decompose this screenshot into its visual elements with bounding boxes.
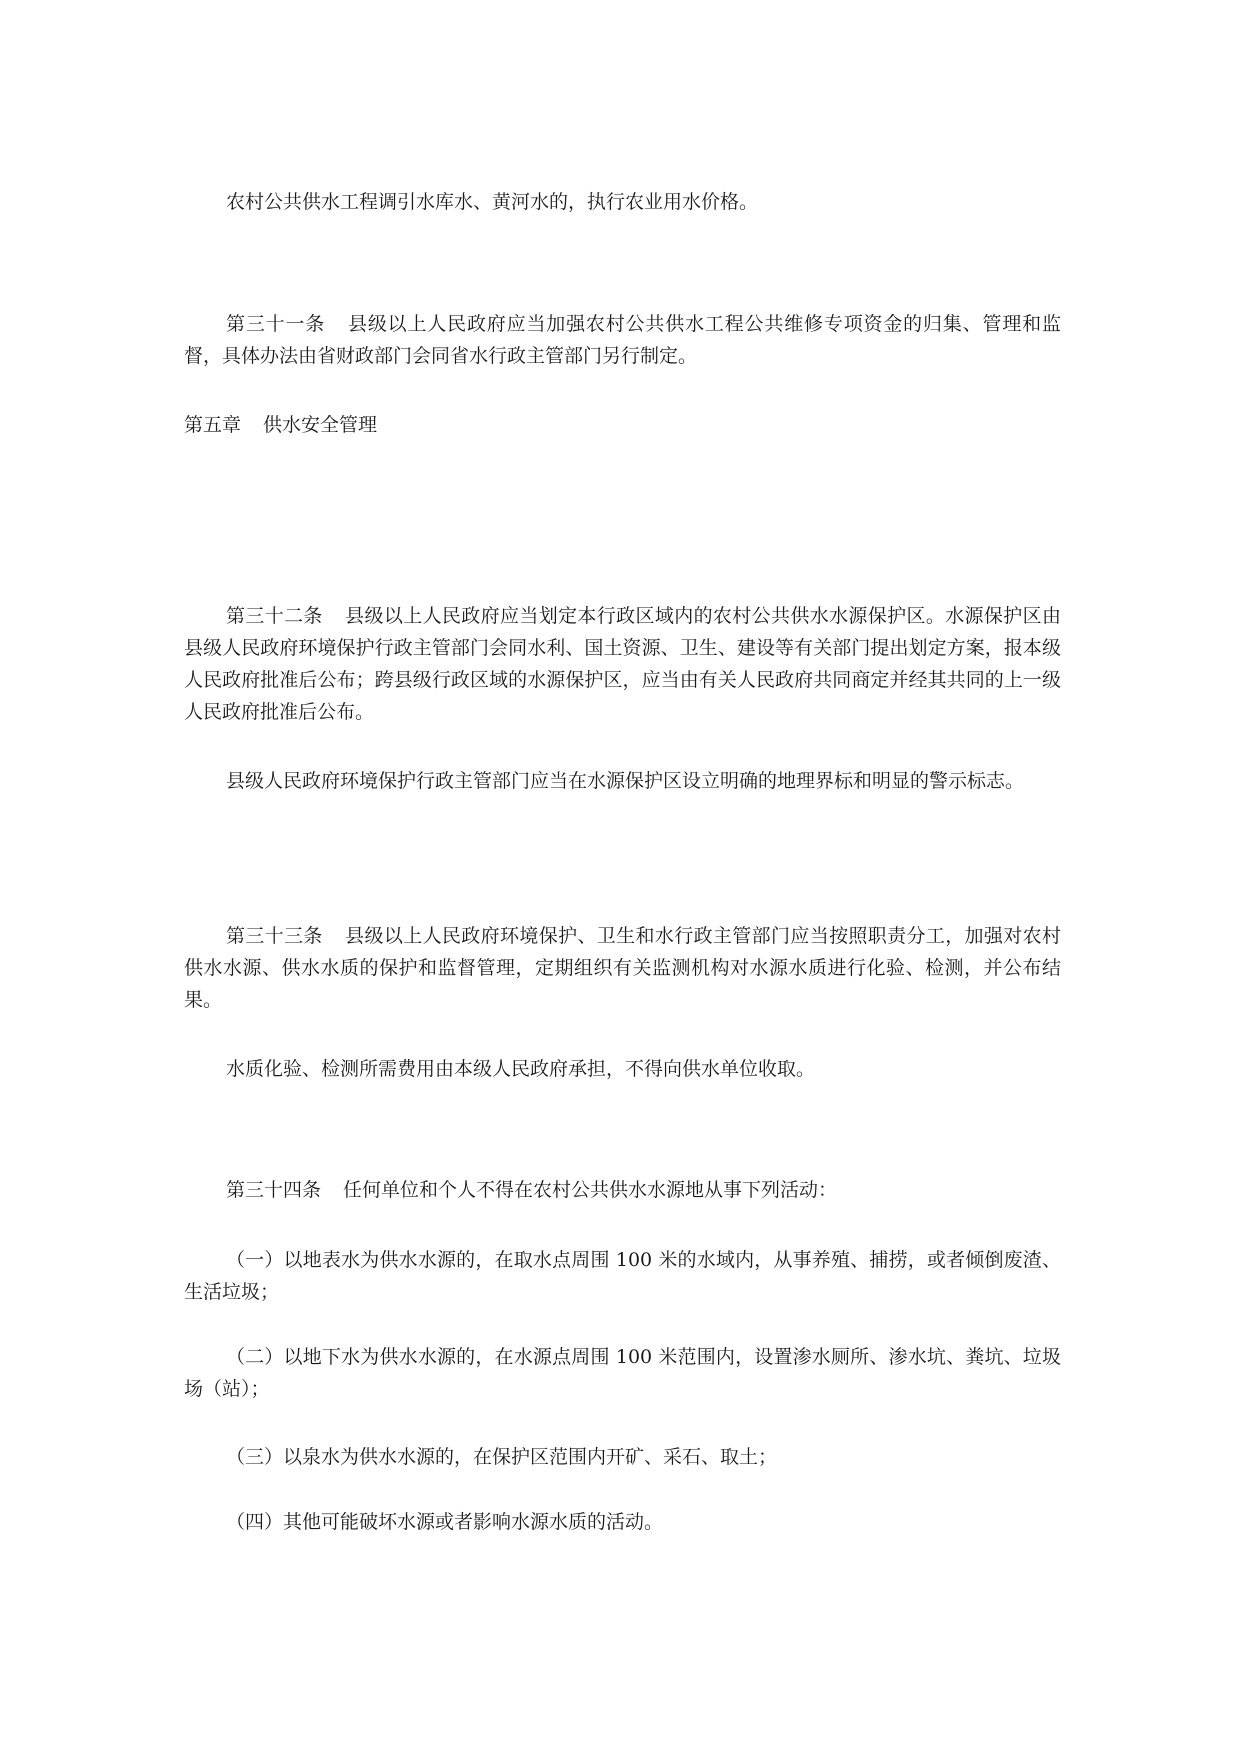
article-34-text: 任何单位和个人不得在农村公共供水水源地从事下列活动：: [343, 1179, 838, 1201]
article-32: [184, 600, 1061, 728]
article-31: [184, 308, 1061, 372]
article-34-label: 第三十四条: [226, 1179, 322, 1201]
list-item-4: （四）其他可能破坏水源或者影响水源水质的活动。: [226, 1511, 664, 1533]
article-34: [184, 1174, 1061, 1206]
chapter-5-title: 供水安全管理: [263, 414, 378, 436]
article-33-paragraph-2: 水质化验、检测所需费用由本级人民政府承担，不得向供水单位收取。: [226, 1058, 816, 1080]
list-item-2: （二）以地下水为供水水源的，在水源点周围 100 米范围内，设置渗水厕所、渗水坑、粪坑、垃圾场（站）；: [184, 1346, 1061, 1400]
article-31-text: 县级以上人民政府应当加强农村公共供水工程公共维修专项资金的归集、管理和监督，具体办法由省财政部门会同省水行政主管部门另行制定。: [184, 313, 1061, 367]
article-33: [184, 920, 1061, 1016]
article-32-label: 第三十二条: [226, 605, 323, 627]
article-33-label: 第三十三条: [226, 925, 323, 947]
article-32-text: 县级以上人民政府应当划定本行政区域内的农村公共供水水源保护区。水源保护区由县级人民政府环境保护行政主管部门会同水利、国土资源、卫生、建设等有关部门提出划定方案，报本级人民政府批准后公布；跨县级行政区域的水源保护区，应当由有关人民政府共同商定并经其共同的上一级人民政府批准后公布。: [184, 605, 1061, 723]
chapter-5-label: 第五章: [184, 414, 242, 436]
article-31-label: 第三十一条: [226, 313, 326, 335]
chapter-5-heading: [184, 409, 1061, 441]
article-33-text: 县级以上人民政府环境保护、卫生和水行政主管部门应当按照职责分工，加强对农村供水水源、供水水质的保护和监督管理，定期组织有关监测机构对水源水质进行化验、检测，并公布结果。: [184, 925, 1061, 1011]
article-32-paragraph-2: 县级人民政府环境保护行政主管部门应当在水源保护区设立明确的地理界标和明显的警示标志。: [226, 770, 1025, 792]
list-item-3: （三）以泉水为供水水源的，在保护区范围内开矿、采石、取土；: [226, 1446, 778, 1468]
list-item-1: （一）以地表水为供水水源的，在取水点周围 100 米的水域内，从事养殖、捕捞，或者倾倒废渣、生活垃圾；: [184, 1249, 1061, 1303]
paragraph-water-price: 农村公共供水工程调引水库水、黄河水的，执行农业用水价格。: [226, 191, 759, 213]
